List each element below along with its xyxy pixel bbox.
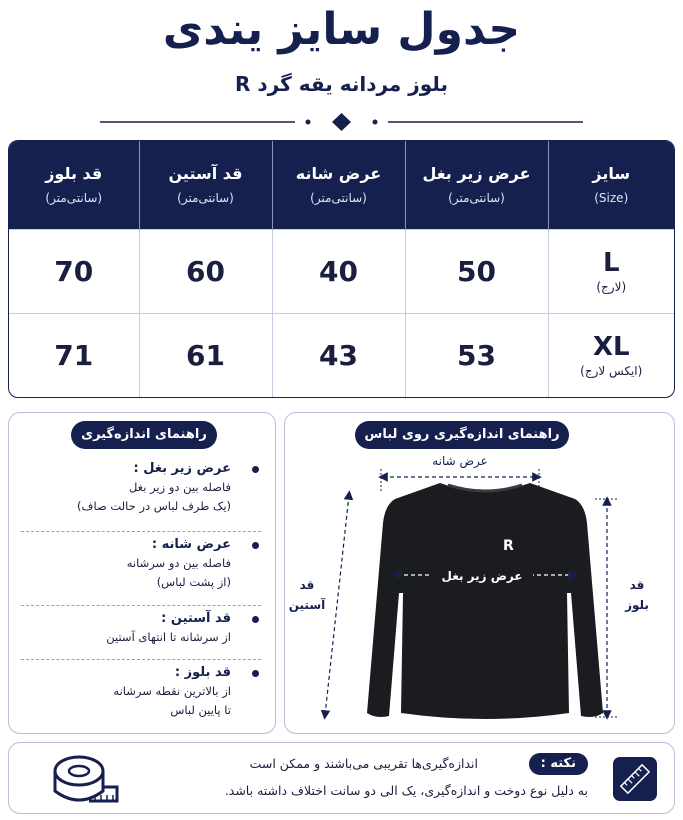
table-cell: 50 — [405, 229, 548, 313]
note-text-line2: به دلیل نوع دوخت و اندازه‌گیری، یک الی دو سانت اختلاف داشته باشد. — [224, 783, 588, 798]
col-header-length: قد بلوز (سانتی‌متر) — [9, 141, 139, 229]
note-box — [8, 742, 675, 814]
guide-item-shoulder — [21, 537, 261, 592]
shoulder-label: عرض شانه — [432, 454, 488, 468]
page-title: جدول سایز یندی — [162, 4, 521, 55]
guide-item-title: عرض زیر بغل : — [133, 461, 231, 476]
title-divider — [100, 112, 583, 132]
guide-item-title: قد بلوز : — [174, 665, 231, 680]
table-cell: 53 — [405, 313, 548, 397]
table-cell: 60 — [139, 229, 272, 313]
chest-label: عرض زیر بغل — [441, 569, 523, 583]
garment-heading: راهنمای اندازه‌گیری روی لباس — [355, 421, 569, 449]
table-cell: 61 — [139, 313, 272, 397]
col-header-sleeve: قد آستین (سانتی‌متر) — [139, 141, 272, 229]
sleeve-label-2: آستین — [288, 598, 326, 612]
bullet-icon — [252, 670, 259, 677]
shirt-logo: R — [503, 538, 514, 554]
note-badge: نکته : — [529, 753, 588, 775]
guide-separator — [21, 605, 261, 606]
note-text-line1: اندازه‌گیری‌ها تقریبی می‌باشند و ممکن است — [249, 756, 478, 771]
guide-item-title: عرض شانه : — [151, 537, 231, 552]
guide-heading: راهنمای اندازه‌گیری — [71, 421, 217, 449]
table-cell: 40 — [272, 229, 405, 313]
guide-item-desc: از سرشانه تا انتهای آستین — [106, 630, 231, 644]
size-cell: L (لارج) — [548, 229, 674, 313]
page-subtitle: بلوز مردانه یقه گرد R — [235, 72, 448, 96]
table-cell: 71 — [9, 313, 139, 397]
bullet-icon — [252, 466, 259, 473]
table-row — [9, 313, 674, 397]
guide-item-chest — [21, 461, 261, 516]
guide-item-sleeve — [21, 611, 261, 647]
table-cell: 43 — [272, 313, 405, 397]
col-header-chest: عرض زیر بغل (سانتی‌متر) — [405, 141, 548, 229]
table-header-row — [9, 141, 674, 229]
bullet-icon — [252, 616, 259, 623]
table-cell: 70 — [9, 229, 139, 313]
bullet-icon — [252, 542, 259, 549]
shirt-icon — [367, 483, 603, 719]
size-table — [8, 140, 675, 398]
length-label-1: قد — [629, 578, 645, 592]
shirt-diagram — [285, 413, 676, 735]
guide-separator — [21, 531, 261, 532]
size-cell: XL (ایکس لارج) — [548, 313, 674, 397]
col-header-size: سایز (Size) — [548, 141, 674, 229]
guide-item-desc: فاصله بین دو زیر بغل (یک طرف لباس در حالت صاف) — [77, 480, 231, 513]
garment-measure-panel — [284, 412, 675, 734]
sleeve-arrow — [325, 495, 349, 715]
measurement-guide-panel — [8, 412, 276, 734]
guide-item-desc: فاصله بین دو سرشانه (از پشت لباس) — [126, 556, 231, 589]
guide-separator — [21, 659, 261, 660]
table-row — [9, 229, 674, 313]
col-header-shoulder: عرض شانه (سانتی‌متر) — [272, 141, 405, 229]
guide-item-title: قد آستین : — [161, 611, 231, 626]
guide-item-desc: از بالاترین نقطه سرشانه تا پایین لباس — [113, 684, 231, 717]
sleeve-label-1: قد — [299, 578, 315, 592]
ruler-icon — [612, 756, 658, 802]
measuring-tape-icon — [49, 751, 119, 807]
guide-item-length — [21, 665, 261, 720]
length-label-2: بلوز — [625, 598, 649, 612]
